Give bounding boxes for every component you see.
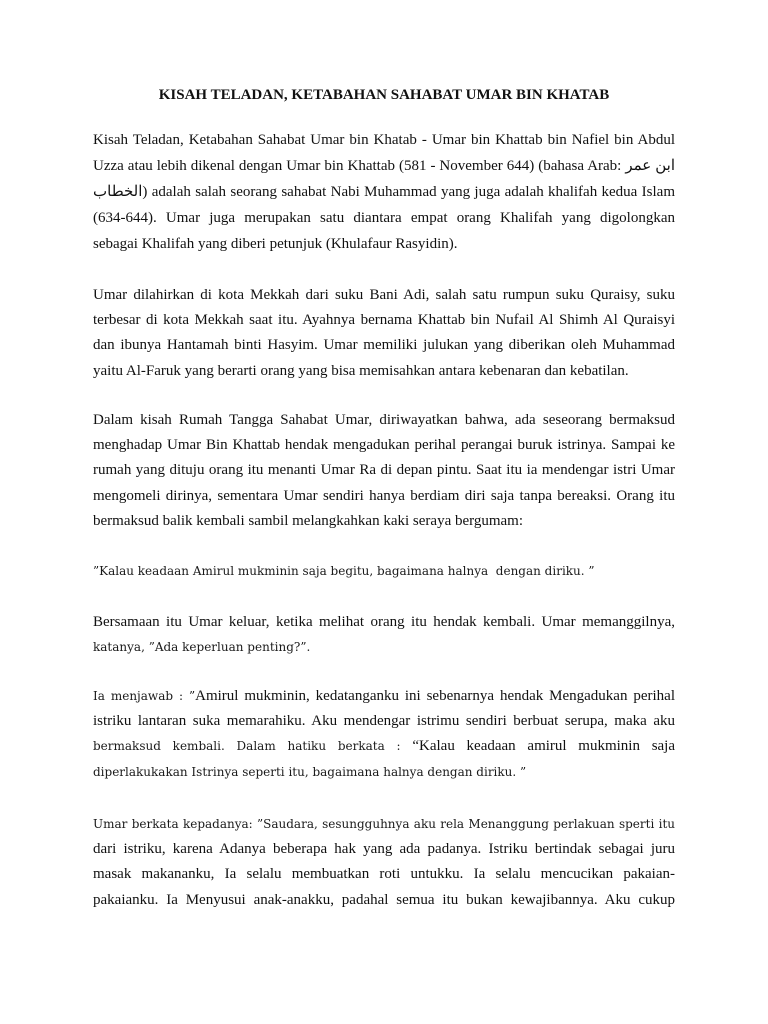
paragraph-line: Uzza atau lebih dikenal dengan Umar bin Khattab (581 - November 644) (bahasa Arab: ابن عمر [93,158,675,174]
paragraph-line: rumah yang dituju orang itu menanti Umar Ra di depan pintu. Saat itu ia mendengar istri Umar [93,462,675,479]
paragraph-line: الخطاب) adalah salah seorang sahabat Nabi Muhammad yang juga adalah khalifah kedua Islam [93,184,675,200]
paragraph-line: pakaianku. Ia Menyusui anak-anakku, padahal semua itu bukan kewajibannya. Aku cukup [93,891,675,908]
paragraph-line: (634-644). Umar juga merupakan satu diantara empat orang Khalifah yang digolongkan [93,210,675,226]
paragraph-line [93,734,675,759]
paragraph-4-quote [93,559,675,584]
paragraph-line: mengomeli dirinya, sementara Umar sendiri hanya berdiam diri saja tanpa bereaksi. Orang itu [93,487,675,504]
paragraph-3 [93,408,675,534]
paragraph-line: menghadap Umar Bin Khattab hendak mengadukan perihal perangai buruk istrinya. Sampai ke [93,437,675,454]
paragraph-2 [93,283,675,384]
document-title: KISAH TELADAN, KETABAHAN SAHABAT UMAR BIN KHATAB [158,87,610,103]
paragraph-line-segment: Amirul mukminin, kedatanganku ini sebenarnya hendak Mengadukan perihal [195,688,675,704]
paragraph-line-segment: bermaksud kembali. Dalam hatiku berkata : [93,739,401,754]
paragraph-5 [93,610,675,660]
paragraph-line: dan ibunya Hantamah binti Hasyim. Umar memiliki julukan yang diberikan oleh Muhammad [93,337,675,354]
paragraph-line: dari istriku, karena Adanya beberapa hak yang ada padanya. Istriku bertindak sebagai juru [93,841,675,858]
paragraph-line-text: katanya, ”Ada keperluan penting?”. [93,640,311,655]
paragraph-line-segment: “Kalau keadaan amirul mukminin saja [412,738,676,755]
paragraph-line [93,559,675,584]
paragraph-line: istriku lantaran suka memarahiku. Aku mendengar istrimu sendiri berbuat serupa, maka aku [93,713,675,730]
paragraph-6 [93,684,675,785]
paragraph-line: bermaksud balik kembali sambil melangkahkan kaki seraya bergumam: [93,512,524,529]
paragraph-line-text: diperlakukakan Istrinya seperti itu, bagaimana halnya dengan diriku. ” [93,764,527,779]
paragraph-line: terbesar di kota Mekkah saat itu. Ayahnya bernama Khattab bin Nufail Al Shimh Al Quraisyi [93,312,675,329]
paragraph-line-segment: Ia menjawab : ” [93,689,196,703]
paragraph-line [93,684,675,709]
paragraph-line [93,635,675,660]
paragraph-1 [93,127,675,257]
paragraph-line-text: Umar berkata kepadanya: ”Saudara, sesungguhnya aku rela Menanggung perlakuan sperti itu [93,817,675,831]
paragraph-line: yaitu Al-Faruk yang berarti orang yang bisa memisahkan antara kebenaran dan kebatilan. [93,362,629,379]
paragraph-line: Bersamaan itu Umar keluar, ketika melihat orang itu hendak kembali. Umar memanggilnya, [93,614,675,630]
paragraph-line: Umar dilahirkan di kota Mekkah dari suku Bani Adi, salah satu rumpun suku Quraisy, suku [93,287,675,303]
paragraph-line [93,760,675,785]
paragraph-line: Kisah Teladan, Ketabahan Sahabat Umar bin Khatab - Umar bin Khattab bin Nafiel bin Abdul [93,132,675,148]
paragraph-7 [93,812,675,913]
paragraph-line: Dalam kisah Rumah Tangga Sahabat Umar, diriwayatkan bahwa, ada seseorang bermaksud [93,412,675,428]
paragraph-line: masak makananku, Ia selalu membuatkan roti untukku. Ia selalu mencucikan pakaian- [93,866,675,883]
paragraph-line [93,812,675,837]
paragraph-line-text: ”Kalau keadaan Amirul mukminin saja begitu, bagaimana halnya dengan diriku. ” [93,564,595,578]
paragraph-line: sebagai Khalifah yang diberi petunjuk (Khulafaur Rasyidin). [93,236,458,252]
